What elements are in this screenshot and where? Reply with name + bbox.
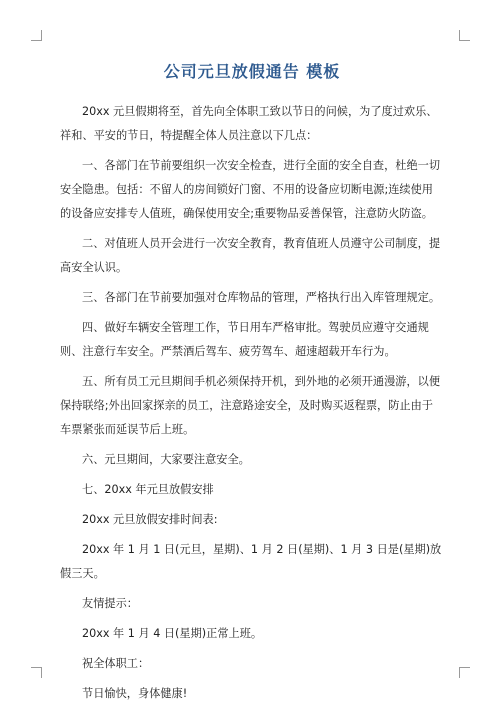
- page-corner-mark-top-right: [459, 30, 470, 41]
- paragraph-item-4: 四、做好车辆安全管理工作，节日用车严格审批。驾驶员应遵守交通规则、注意行车安全。严禁酒后驾车、疲劳驾车、超速超载开车行为。: [60, 321, 429, 358]
- page-corner-mark-bottom-left: [31, 667, 42, 678]
- document-body: [60, 60, 444, 706]
- paragraph-greeting-heading: 祝全体职工：: [82, 657, 150, 670]
- paragraph-item-1: 一、各部门在节前要组织一次安全检查，进行全面的安全自查，杜绝一切安全隐患。包括：不留人的房间锁好门窗、不用的设备应切断电源;连续使用的设备应安排专人值班，确保使用安全;重要物品妥善保管，注意防火防盗。: [60, 159, 441, 220]
- document-title: 公司元旦放假通告 模板: [163, 62, 341, 81]
- page-corner-mark-top-left: [31, 30, 42, 41]
- paragraph-reminder-detail: 20xx 年 1 月 4 日(星期)正常上班。: [82, 627, 263, 640]
- paragraph-schedule-detail: 20xx 年 1 月 1 日(元旦，星期)、1 月 2 日(星期)、1 月 3 日是(星期)放假三天。: [60, 543, 442, 580]
- paragraph-item-2: 二、对值班人员开会进行一次安全教育，教育值班人员遵守公司制度，提高安全认识。: [60, 237, 441, 274]
- page-corner-mark-bottom-right: [459, 667, 470, 678]
- paragraph-item-5: 五、所有员工元旦期间手机必须保持开机，到外地的必须开通漫游，以便保持联络;外出回家探亲的员工，注意路途安全，及时购买返程票，防止由于车票紧张而延误节后上班。: [60, 375, 441, 436]
- paragraph-intro: 20xx 元旦假期将至，首先向全体职工致以节日的问候，为了度过欢乐、祥和、平安的节日，特提醒全体人员注意以下几点：: [60, 105, 438, 142]
- paragraph-item-6: 六、元旦期间，大家要注意安全。: [82, 453, 250, 466]
- paragraph-item-3: 三、各部门在节前要加强对仓库物品的管理，严格执行出入库管理规定。: [82, 291, 441, 304]
- paragraph-reminder-heading: 友情提示：: [82, 597, 138, 610]
- paragraph-item-7: 七、20xx 年元旦放假安排: [82, 483, 214, 496]
- paragraph-greeting: 节日愉快，身体健康!: [82, 687, 188, 700]
- paragraph-schedule-heading: 20xx 元旦放假安排时间表:: [82, 513, 218, 526]
